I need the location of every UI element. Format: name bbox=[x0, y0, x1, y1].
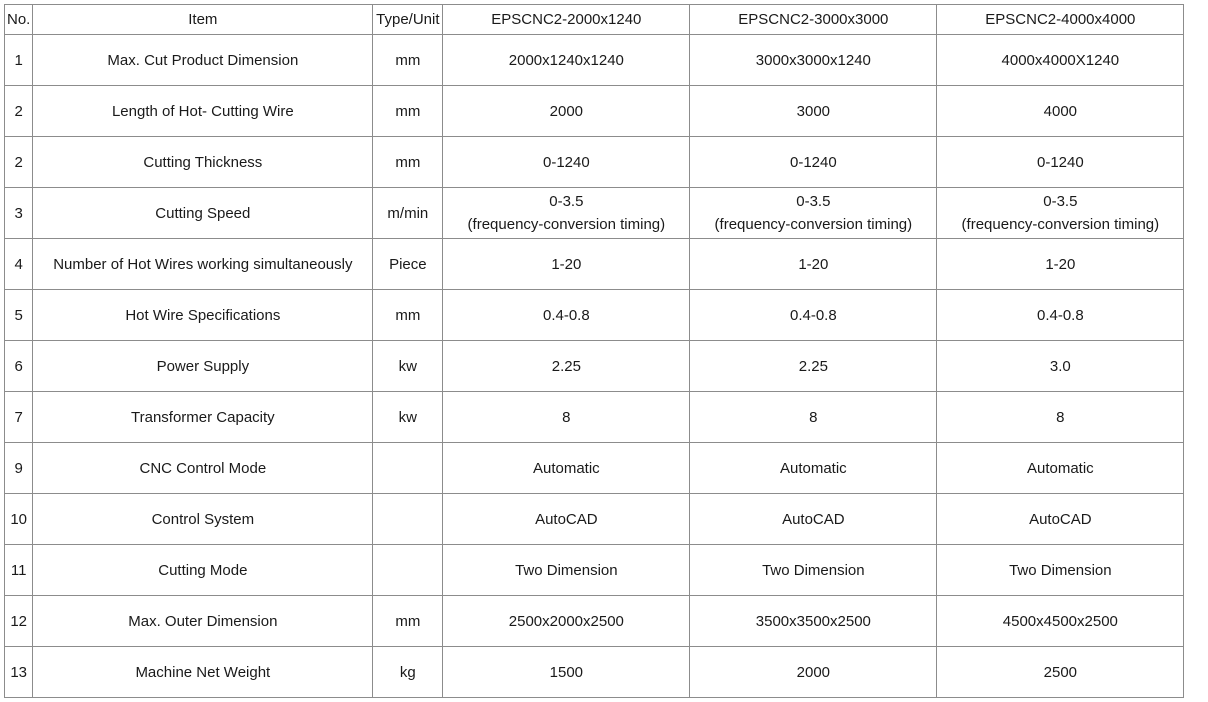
cell-unit: Piece bbox=[373, 239, 443, 290]
cell-item: Control System bbox=[33, 494, 373, 545]
cell-unit bbox=[373, 443, 443, 494]
cell-model-2: 3000x3000x1240 bbox=[690, 35, 937, 86]
header-unit: Type/Unit bbox=[373, 5, 443, 35]
cell-unit: mm bbox=[373, 86, 443, 137]
cell-model-1: 1-20 bbox=[443, 239, 690, 290]
cell-unit bbox=[373, 545, 443, 596]
cell-value-line: 0-3.5 bbox=[1043, 193, 1078, 210]
table-row bbox=[5, 494, 1184, 545]
cell-item: Cutting Speed bbox=[33, 188, 373, 239]
cell-item: Max. Outer Dimension bbox=[33, 596, 373, 647]
cell-model-3: 4000 bbox=[937, 86, 1184, 137]
cell-item: Power Supply bbox=[33, 341, 373, 392]
cell-unit: kg bbox=[373, 647, 443, 698]
cell-model-3: 0-1240 bbox=[937, 137, 1184, 188]
table-row bbox=[5, 239, 1184, 290]
cell-model-3: 3.0 bbox=[937, 341, 1184, 392]
header-row bbox=[5, 5, 1184, 35]
cell-no: 4 bbox=[5, 239, 33, 290]
cell-model-2: 3000 bbox=[690, 86, 937, 137]
cell-item: Cutting Thickness bbox=[33, 137, 373, 188]
cell-model-2: 0.4-0.8 bbox=[690, 290, 937, 341]
cell-model-2: 1-20 bbox=[690, 239, 937, 290]
table-row bbox=[5, 443, 1184, 494]
cell-value-note: (frequency-conversion timing) bbox=[467, 216, 666, 233]
cell-model-3: Two Dimension bbox=[937, 545, 1184, 596]
table-row bbox=[5, 545, 1184, 596]
cell-item: CNC Control Mode bbox=[33, 443, 373, 494]
cell-unit: kw bbox=[373, 392, 443, 443]
cell-unit: mm bbox=[373, 596, 443, 647]
cell-unit bbox=[373, 494, 443, 545]
cell-unit: mm bbox=[373, 35, 443, 86]
cell-model-2: Two Dimension bbox=[690, 545, 937, 596]
cell-model-1: 2500x2000x2500 bbox=[443, 596, 690, 647]
cell-model-2: 2000 bbox=[690, 647, 937, 698]
cell-model-2: 2.25 bbox=[690, 341, 937, 392]
cell-model-1: 2.25 bbox=[443, 341, 690, 392]
cell-model-2: 0-1240 bbox=[690, 137, 937, 188]
cell-model-1: 2000x1240x1240 bbox=[443, 35, 690, 86]
cell-model-1: Automatic bbox=[443, 443, 690, 494]
cell-no: 7 bbox=[5, 392, 33, 443]
cell-model-3 bbox=[937, 188, 1184, 239]
header-model-2: EPSCNC2-3000x3000 bbox=[690, 5, 937, 35]
header-model-1: EPSCNC2-2000x1240 bbox=[443, 5, 690, 35]
cell-no: 1 bbox=[5, 35, 33, 86]
cell-no: 10 bbox=[5, 494, 33, 545]
cell-model-1: 0-1240 bbox=[443, 137, 690, 188]
cell-model-2: Automatic bbox=[690, 443, 937, 494]
cell-no: 3 bbox=[5, 188, 33, 239]
cell-unit: m/min bbox=[373, 188, 443, 239]
cell-model-2 bbox=[690, 188, 937, 239]
cell-unit: kw bbox=[373, 341, 443, 392]
cell-item: Cutting Mode bbox=[33, 545, 373, 596]
cell-model-3: 8 bbox=[937, 392, 1184, 443]
cell-model-3: 4000x4000X1240 bbox=[937, 35, 1184, 86]
cell-model-1: Two Dimension bbox=[443, 545, 690, 596]
cell-model-2: 8 bbox=[690, 392, 937, 443]
cell-item: Hot Wire Specifications bbox=[33, 290, 373, 341]
cell-model-1: 0.4-0.8 bbox=[443, 290, 690, 341]
cell-model-1: 1500 bbox=[443, 647, 690, 698]
spec-table bbox=[4, 4, 1184, 698]
cell-item: Transformer Capacity bbox=[33, 392, 373, 443]
table-row bbox=[5, 137, 1184, 188]
cell-item: Machine Net Weight bbox=[33, 647, 373, 698]
spec-table-body bbox=[5, 5, 1184, 698]
cell-model-2: AutoCAD bbox=[690, 494, 937, 545]
cell-value-line: 0-3.5 bbox=[549, 193, 584, 210]
cell-no: 5 bbox=[5, 290, 33, 341]
cell-model-3: 0.4-0.8 bbox=[937, 290, 1184, 341]
cell-model-1 bbox=[443, 188, 690, 239]
cell-value-note: (frequency-conversion timing) bbox=[714, 216, 913, 233]
cell-no: 6 bbox=[5, 341, 33, 392]
table-row bbox=[5, 341, 1184, 392]
header-item: Item bbox=[33, 5, 373, 35]
cell-item: Max. Cut Product Dimension bbox=[33, 35, 373, 86]
cell-unit: mm bbox=[373, 137, 443, 188]
table-row bbox=[5, 392, 1184, 443]
cell-model-2: 3500x3500x2500 bbox=[690, 596, 937, 647]
cell-model-3: Automatic bbox=[937, 443, 1184, 494]
cell-model-3: AutoCAD bbox=[937, 494, 1184, 545]
cell-item: Length of Hot- Cutting Wire bbox=[33, 86, 373, 137]
table-row bbox=[5, 290, 1184, 341]
cell-value-line: 0-3.5 bbox=[796, 193, 831, 210]
cell-value-note: (frequency-conversion timing) bbox=[961, 216, 1160, 233]
cell-model-1: 8 bbox=[443, 392, 690, 443]
header-no: No. bbox=[5, 5, 33, 35]
cell-model-3: 1-20 bbox=[937, 239, 1184, 290]
table-row bbox=[5, 86, 1184, 137]
cell-model-3: 4500x4500x2500 bbox=[937, 596, 1184, 647]
cell-item: Number of Hot Wires working simultaneously bbox=[33, 239, 373, 290]
table-row bbox=[5, 188, 1184, 239]
cell-no: 2 bbox=[5, 86, 33, 137]
cell-unit: mm bbox=[373, 290, 443, 341]
cell-model-1: 2000 bbox=[443, 86, 690, 137]
table-row bbox=[5, 647, 1184, 698]
table-row bbox=[5, 596, 1184, 647]
cell-model-1: AutoCAD bbox=[443, 494, 690, 545]
cell-no: 12 bbox=[5, 596, 33, 647]
cell-model-3: 2500 bbox=[937, 647, 1184, 698]
cell-no: 11 bbox=[5, 545, 33, 596]
cell-no: 2 bbox=[5, 137, 33, 188]
cell-no: 9 bbox=[5, 443, 33, 494]
cell-no: 13 bbox=[5, 647, 33, 698]
header-model-3: EPSCNC2-4000x4000 bbox=[937, 5, 1184, 35]
table-row bbox=[5, 35, 1184, 86]
